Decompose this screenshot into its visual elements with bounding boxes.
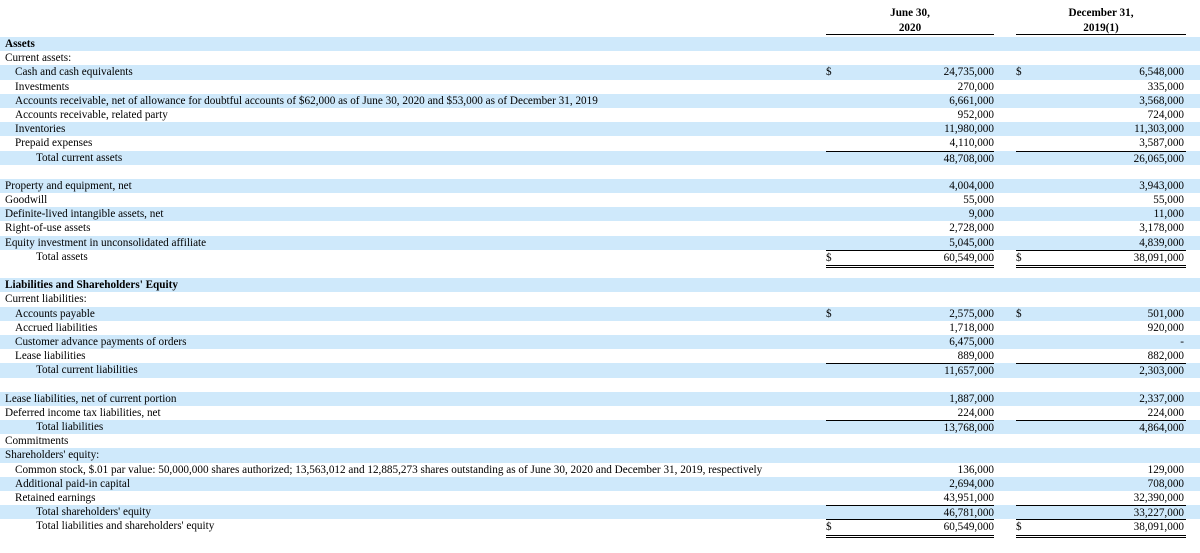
amount-cell-2019 (1016, 420, 1186, 435)
amount-value-2019: 4,839,000 (1139, 236, 1184, 249)
amount-value-2020: 43,951,000 (943, 492, 994, 504)
amount-cell-2020 (826, 80, 994, 94)
amount-cell-2019 (1016, 236, 1186, 250)
amount-value-2020: 48,708,000 (943, 152, 994, 165)
table-row (0, 65, 1200, 79)
balance-sheet-table (0, 37, 1200, 534)
amount-cell-2019 (1016, 151, 1186, 166)
currency-symbol: $ (826, 251, 832, 264)
amount-value-2019: 3,587,000 (1139, 137, 1184, 150)
amount-cell-2020 (826, 491, 994, 505)
amount-value-2019: 3,178,000 (1139, 222, 1184, 235)
amount-cell-2020 (826, 463, 994, 477)
table-row (0, 406, 1200, 420)
amount-cell-2019 (1016, 122, 1186, 136)
table-row (0, 491, 1200, 505)
amount-value-2020: 55,000 (963, 194, 994, 207)
row-label: Inventories (15, 123, 66, 136)
table-row (0, 420, 1200, 434)
row-label: Assets (5, 38, 35, 50)
row-label: Lease liabilities, net of current portion (5, 392, 177, 405)
table-row (0, 207, 1200, 221)
amount-value-2019: 6,548,000 (1139, 66, 1184, 79)
row-label: Accounts receivable, net of allowance for doubtful accounts of $62,000 as of June 30, 2020 and $53,000 as of December 31, 2019 (15, 94, 598, 107)
column-header-rule (826, 34, 994, 35)
row-label: Accounts receivable, related party (15, 108, 168, 121)
amount-cell-2019 (1016, 179, 1186, 193)
row-label: Accounts payable (15, 307, 95, 320)
amount-value-2020: 60,549,000 (943, 521, 994, 534)
row-label: Customer advance payments of orders (15, 335, 187, 348)
amount-value-2019: 2,337,000 (1139, 392, 1184, 405)
table-row (0, 363, 1200, 377)
currency-symbol: $ (826, 307, 832, 320)
row-label: Lease liabilities (15, 350, 86, 363)
amount-value-2020: 136,000 (957, 463, 994, 476)
row-label: Retained earnings (15, 492, 96, 504)
column-header-line2: 2019(1) (1083, 22, 1119, 34)
table-row (0, 179, 1200, 193)
amount-value-2020: 1,718,000 (949, 321, 994, 334)
amount-cell-2020 (826, 477, 994, 491)
table-row (0, 519, 1200, 533)
amount-value-2019: 11,303,000 (1134, 123, 1184, 136)
row-label: Investments (15, 80, 70, 93)
table-row (0, 477, 1200, 491)
amount-value-2019: 33,227,000 (1133, 507, 1184, 520)
table-row (0, 349, 1200, 363)
amount-cell-2020 (826, 193, 994, 207)
currency-symbol: $ (826, 521, 832, 534)
amount-value-2019: 2,303,000 (1139, 365, 1184, 378)
amount-value-2020: 11,980,000 (944, 123, 994, 136)
table-row (0, 505, 1200, 519)
table-row (0, 193, 1200, 207)
row-label: Definite-lived intangible assets, net (5, 208, 164, 221)
currency-symbol: $ (1016, 521, 1022, 534)
table-row (0, 448, 1200, 462)
amount-cell-2020 (826, 363, 994, 378)
amount-value-2019: 920,000 (1147, 321, 1184, 334)
amount-value-2020: 952,000 (957, 108, 994, 121)
row-label: Cash and cash equivalents (15, 66, 133, 79)
amount-value-2020: 224,000 (957, 406, 994, 419)
amount-value-2020: 13,768,000 (943, 422, 994, 435)
currency-symbol: $ (1016, 307, 1022, 320)
amount-cell-2019 (1016, 221, 1186, 235)
amount-cell-2019 (1016, 505, 1186, 520)
row-label: Current liabilities: (5, 293, 87, 306)
amount-cell-2019 (1016, 349, 1186, 363)
amount-value-2020: 60,549,000 (943, 251, 994, 264)
amount-value-2020: 6,475,000 (949, 335, 994, 348)
amount-value-2020: 6,661,000 (949, 94, 994, 107)
row-label: Total current liabilities (36, 364, 138, 377)
table-row (0, 321, 1200, 335)
amount-cell-2019 (1016, 406, 1186, 420)
currency-symbol: $ (826, 66, 832, 79)
amount-value-2019: 3,943,000 (1139, 179, 1184, 192)
amount-value-2019: - (1180, 335, 1184, 348)
row-label: Equity investment in unconsolidated affiliate (5, 236, 207, 249)
row-label: Common stock, $.01 par value: 50,000,000 shares authorized; 13,563,012 and 12,885,273 shares outstanding as of June 30, 2020 and December 31, 2019, respectively (15, 463, 763, 476)
row-label: Liabilities and Shareholders' Equity (5, 279, 178, 292)
amount-cell-2020 (826, 335, 994, 349)
amount-cell-2020 (826, 406, 994, 420)
table-row (0, 378, 1200, 392)
amount-value-2020: 4,110,000 (949, 137, 994, 150)
row-label: Property and equipment, net (5, 179, 132, 192)
amount-cell-2019 (1016, 477, 1186, 491)
column-header-line1: June 30, (890, 7, 930, 19)
amount-cell-2019 (1016, 193, 1186, 207)
amount-value-2020: 1,887,000 (949, 392, 994, 405)
amount-value-2020: 11,657,000 (944, 365, 994, 378)
table-row (0, 463, 1200, 477)
amount-cell-2020 (826, 108, 994, 122)
amount-value-2020: 2,728,000 (949, 222, 994, 235)
currency-symbol: $ (1016, 66, 1022, 79)
column-header-line1: December 31, (1068, 7, 1134, 19)
amount-cell-2020 (826, 519, 994, 537)
amount-value-2019: 26,065,000 (1133, 152, 1184, 165)
amount-cell-2019 (1016, 94, 1186, 108)
amount-cell-2019 (1016, 108, 1186, 122)
amount-value-2019: 335,000 (1147, 80, 1184, 93)
amount-cell-2019 (1016, 307, 1186, 321)
column-header-december-2019 (1016, 6, 1186, 36)
amount-value-2020: 2,694,000 (949, 477, 994, 490)
amount-value-2019: 55,000 (1153, 194, 1184, 207)
table-row (0, 136, 1200, 150)
currency-symbol: $ (1016, 251, 1022, 264)
amount-cell-2019 (1016, 65, 1186, 79)
table-row (0, 108, 1200, 122)
table-row (0, 278, 1200, 292)
amount-cell-2019 (1016, 519, 1186, 537)
amount-cell-2020 (826, 207, 994, 221)
amount-value-2019: 11,000 (1153, 208, 1184, 221)
table-row (0, 51, 1200, 65)
table-row (0, 122, 1200, 136)
amount-value-2020: 24,735,000 (943, 66, 994, 79)
column-header-line2: 2020 (898, 22, 922, 34)
amount-cell-2019 (1016, 491, 1186, 505)
row-label: Total shareholders' equity (36, 506, 151, 519)
amount-cell-2019 (1016, 207, 1186, 221)
amount-cell-2020 (826, 420, 994, 435)
amount-cell-2020 (826, 349, 994, 363)
amount-cell-2020 (826, 65, 994, 79)
amount-value-2019: 32,390,000 (1133, 492, 1184, 504)
amount-cell-2019 (1016, 463, 1186, 477)
table-row (0, 264, 1200, 278)
amount-value-2019: 882,000 (1147, 350, 1184, 363)
row-label: Commitments (5, 435, 69, 448)
amount-value-2019: 38,091,000 (1133, 251, 1184, 264)
row-label: Goodwill (5, 194, 48, 207)
table-row (0, 434, 1200, 448)
amount-cell-2019 (1016, 363, 1186, 378)
amount-cell-2020 (826, 136, 994, 150)
row-label: Deferred income tax liabilities, net (5, 406, 161, 419)
amount-value-2020: 2,575,000 (949, 307, 994, 320)
row-label: Shareholders' equity: (5, 449, 100, 462)
table-row (0, 236, 1200, 250)
table-row (0, 165, 1200, 179)
table-row (0, 221, 1200, 235)
amount-cell-2019 (1016, 80, 1186, 94)
row-label: Total current assets (36, 151, 123, 164)
amount-value-2020: 270,000 (957, 80, 994, 93)
table-row (0, 151, 1200, 165)
amount-value-2019: 4,864,000 (1139, 422, 1184, 435)
table-row (0, 292, 1200, 306)
amount-cell-2019 (1016, 321, 1186, 335)
amount-value-2019: 708,000 (1147, 477, 1184, 490)
amount-value-2019: 224,000 (1147, 406, 1184, 419)
row-label: Prepaid expenses (15, 137, 93, 150)
amount-value-2020: 9,000 (968, 208, 994, 221)
amount-cell-2019 (1016, 392, 1186, 406)
amount-value-2020: 46,781,000 (943, 507, 994, 520)
amount-cell-2020 (826, 179, 994, 193)
row-label: Total liabilities (36, 421, 104, 434)
amount-cell-2020 (826, 236, 994, 250)
row-label: Total liabilities and shareholders' equity (36, 520, 215, 533)
column-header-june-2020 (826, 6, 994, 36)
row-label: Additional paid-in capital (15, 477, 130, 490)
amount-value-2019: 38,091,000 (1133, 521, 1184, 534)
table-row (0, 94, 1200, 108)
row-label: Right-of-use assets (5, 222, 91, 235)
column-header-rule (1016, 34, 1186, 35)
amount-value-2020: 5,045,000 (949, 236, 994, 249)
row-label: Accrued liabilities (15, 321, 98, 334)
table-row (0, 335, 1200, 349)
amount-value-2019: 129,000 (1147, 463, 1184, 476)
table-row (0, 250, 1200, 264)
amount-value-2020: 889,000 (957, 350, 994, 363)
amount-cell-2020 (826, 221, 994, 235)
amount-cell-2020 (826, 307, 994, 321)
amount-cell-2020 (826, 392, 994, 406)
table-row (0, 307, 1200, 321)
table-row (0, 80, 1200, 94)
amount-cell-2020 (826, 321, 994, 335)
amount-cell-2019 (1016, 335, 1186, 349)
table-row (0, 392, 1200, 406)
row-label: Total assets (36, 250, 88, 263)
amount-cell-2020 (826, 505, 994, 520)
amount-cell-2019 (1016, 136, 1186, 150)
amount-value-2019: 501,000 (1147, 307, 1184, 320)
row-label: Current assets: (5, 52, 72, 65)
amount-value-2019: 724,000 (1147, 108, 1184, 121)
amount-cell-2020 (826, 151, 994, 166)
amount-cell-2020 (826, 94, 994, 108)
amount-cell-2020 (826, 122, 994, 136)
table-row (0, 37, 1200, 51)
amount-value-2019: 3,568,000 (1139, 94, 1184, 107)
amount-value-2020: 4,004,000 (949, 179, 994, 192)
